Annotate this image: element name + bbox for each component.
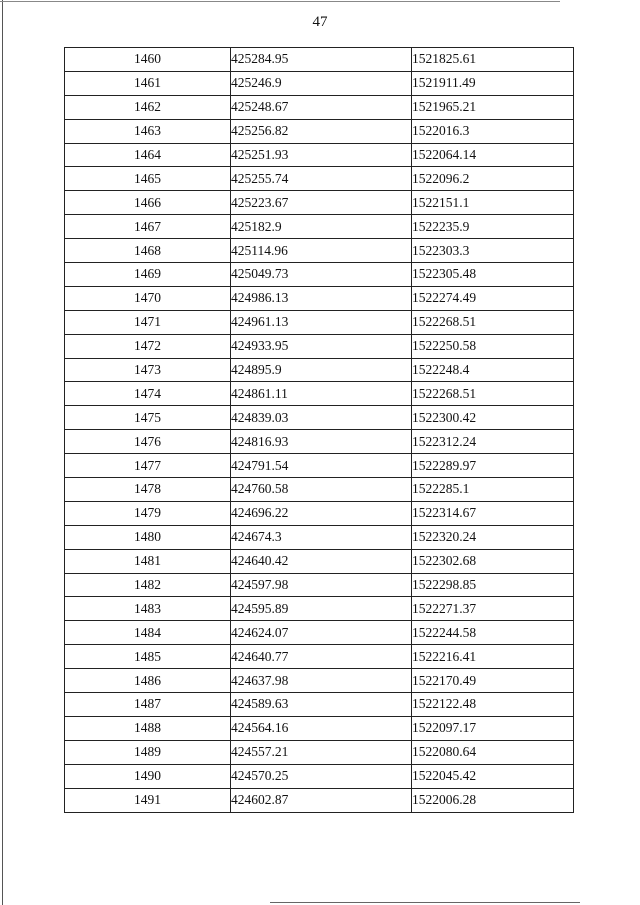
x-coordinate-cell: 424557.21: [231, 740, 412, 764]
point-number-cell: 1476: [65, 430, 231, 454]
y-coordinate-cell: 1521911.49: [412, 71, 574, 95]
x-coordinate-cell: 424624.07: [231, 621, 412, 645]
point-number-cell: 1467: [65, 215, 231, 239]
table-row: [65, 215, 574, 239]
point-number-cell: 1489: [65, 740, 231, 764]
table-row: [65, 716, 574, 740]
y-coordinate-cell: 1522274.49: [412, 286, 574, 310]
x-coordinate-cell: 424816.93: [231, 430, 412, 454]
table-row: [65, 71, 574, 95]
coordinates-table-body: [65, 48, 574, 813]
point-number-cell: 1469: [65, 263, 231, 287]
point-number-cell: 1477: [65, 454, 231, 478]
table-row: [65, 310, 574, 334]
x-coordinate-cell: 424589.63: [231, 693, 412, 717]
y-coordinate-cell: 1522314.67: [412, 501, 574, 525]
coordinates-table: [64, 47, 574, 813]
x-coordinate-cell: 424597.98: [231, 573, 412, 597]
x-coordinate-cell: 425255.74: [231, 167, 412, 191]
point-number-cell: 1485: [65, 645, 231, 669]
point-number-cell: 1474: [65, 382, 231, 406]
table-row: [65, 430, 574, 454]
y-coordinate-cell: 1522320.24: [412, 525, 574, 549]
y-coordinate-cell: 1522285.1: [412, 478, 574, 502]
y-coordinate-cell: 1522305.48: [412, 263, 574, 287]
x-coordinate-cell: 424640.42: [231, 549, 412, 573]
x-coordinate-cell: 425049.73: [231, 263, 412, 287]
y-coordinate-cell: 1522303.3: [412, 239, 574, 263]
point-number-cell: 1461: [65, 71, 231, 95]
table-row: [65, 597, 574, 621]
table-row: [65, 764, 574, 788]
x-coordinate-cell: 424760.58: [231, 478, 412, 502]
table-row: [65, 239, 574, 263]
point-number-cell: 1479: [65, 501, 231, 525]
x-coordinate-cell: 424674.3: [231, 525, 412, 549]
x-coordinate-cell: 424933.95: [231, 334, 412, 358]
table-row: [65, 191, 574, 215]
table-row: [65, 573, 574, 597]
x-coordinate-cell: 424986.13: [231, 286, 412, 310]
y-coordinate-cell: 1522250.58: [412, 334, 574, 358]
point-number-cell: 1465: [65, 167, 231, 191]
point-number-cell: 1486: [65, 669, 231, 693]
x-coordinate-cell: 425246.9: [231, 71, 412, 95]
x-coordinate-cell: 424696.22: [231, 501, 412, 525]
table-row: [65, 334, 574, 358]
point-number-cell: 1471: [65, 310, 231, 334]
y-coordinate-cell: 1521965.21: [412, 95, 574, 119]
x-coordinate-cell: 425223.67: [231, 191, 412, 215]
table-row: [65, 286, 574, 310]
x-coordinate-cell: 424839.03: [231, 406, 412, 430]
y-coordinate-cell: 1522302.68: [412, 549, 574, 573]
x-coordinate-cell: 424637.98: [231, 669, 412, 693]
table-row: [65, 143, 574, 167]
table-row: [65, 740, 574, 764]
point-number-cell: 1466: [65, 191, 231, 215]
scan-bottom-edge: [270, 902, 580, 903]
x-coordinate-cell: 424564.16: [231, 716, 412, 740]
x-coordinate-cell: 425182.9: [231, 215, 412, 239]
x-coordinate-cell: 424895.9: [231, 358, 412, 382]
y-coordinate-cell: 1522096.2: [412, 167, 574, 191]
table-row: [65, 119, 574, 143]
table-row: [65, 501, 574, 525]
x-coordinate-cell: 425256.82: [231, 119, 412, 143]
point-number-cell: 1487: [65, 693, 231, 717]
table-row: [65, 167, 574, 191]
y-coordinate-cell: 1522312.24: [412, 430, 574, 454]
point-number-cell: 1481: [65, 549, 231, 573]
point-number-cell: 1462: [65, 95, 231, 119]
x-coordinate-cell: 424791.54: [231, 454, 412, 478]
point-number-cell: 1484: [65, 621, 231, 645]
point-number-cell: 1460: [65, 48, 231, 72]
y-coordinate-cell: 1522268.51: [412, 310, 574, 334]
point-number-cell: 1480: [65, 525, 231, 549]
x-coordinate-cell: 424961.13: [231, 310, 412, 334]
x-coordinate-cell: 424570.25: [231, 764, 412, 788]
table-row: [65, 693, 574, 717]
table-row: [65, 454, 574, 478]
y-coordinate-cell: 1522045.42: [412, 764, 574, 788]
table-row: [65, 669, 574, 693]
y-coordinate-cell: 1522097.17: [412, 716, 574, 740]
y-coordinate-cell: 1521825.61: [412, 48, 574, 72]
y-coordinate-cell: 1522151.1: [412, 191, 574, 215]
x-coordinate-cell: 425114.96: [231, 239, 412, 263]
table-row: [65, 358, 574, 382]
x-coordinate-cell: 424595.89: [231, 597, 412, 621]
table-row: [65, 645, 574, 669]
point-number-cell: 1470: [65, 286, 231, 310]
x-coordinate-cell: 424640.77: [231, 645, 412, 669]
point-number-cell: 1472: [65, 334, 231, 358]
x-coordinate-cell: 424861.11: [231, 382, 412, 406]
table-row: [65, 263, 574, 287]
y-coordinate-cell: 1522248.4: [412, 358, 574, 382]
y-coordinate-cell: 1522244.58: [412, 621, 574, 645]
y-coordinate-cell: 1522080.64: [412, 740, 574, 764]
point-number-cell: 1488: [65, 716, 231, 740]
table-row: [65, 549, 574, 573]
table-row: [65, 48, 574, 72]
point-number-cell: 1482: [65, 573, 231, 597]
point-number-cell: 1483: [65, 597, 231, 621]
scan-top-edge: [0, 1, 560, 2]
table-row: [65, 788, 574, 812]
table-row: [65, 525, 574, 549]
point-number-cell: 1463: [65, 119, 231, 143]
x-coordinate-cell: 425248.67: [231, 95, 412, 119]
point-number-cell: 1490: [65, 764, 231, 788]
y-coordinate-cell: 1522300.42: [412, 406, 574, 430]
table-row: [65, 621, 574, 645]
point-number-cell: 1464: [65, 143, 231, 167]
y-coordinate-cell: 1522016.3: [412, 119, 574, 143]
x-coordinate-cell: 425251.93: [231, 143, 412, 167]
table-row: [65, 478, 574, 502]
y-coordinate-cell: 1522216.41: [412, 645, 574, 669]
point-number-cell: 1491: [65, 788, 231, 812]
y-coordinate-cell: 1522170.49: [412, 669, 574, 693]
y-coordinate-cell: 1522289.97: [412, 454, 574, 478]
x-coordinate-cell: 425284.95: [231, 48, 412, 72]
y-coordinate-cell: 1522064.14: [412, 143, 574, 167]
table-row: [65, 406, 574, 430]
y-coordinate-cell: 1522006.28: [412, 788, 574, 812]
y-coordinate-cell: 1522235.9: [412, 215, 574, 239]
y-coordinate-cell: 1522271.37: [412, 597, 574, 621]
point-number-cell: 1475: [65, 406, 231, 430]
x-coordinate-cell: 424602.87: [231, 788, 412, 812]
scan-left-edge: [2, 0, 3, 905]
point-number-cell: 1473: [65, 358, 231, 382]
point-number-cell: 1478: [65, 478, 231, 502]
point-number-cell: 1468: [65, 239, 231, 263]
page-number: 47: [312, 14, 328, 30]
table-row: [65, 95, 574, 119]
y-coordinate-cell: 1522298.85: [412, 573, 574, 597]
table-row: [65, 382, 574, 406]
y-coordinate-cell: 1522268.51: [412, 382, 574, 406]
y-coordinate-cell: 1522122.48: [412, 693, 574, 717]
